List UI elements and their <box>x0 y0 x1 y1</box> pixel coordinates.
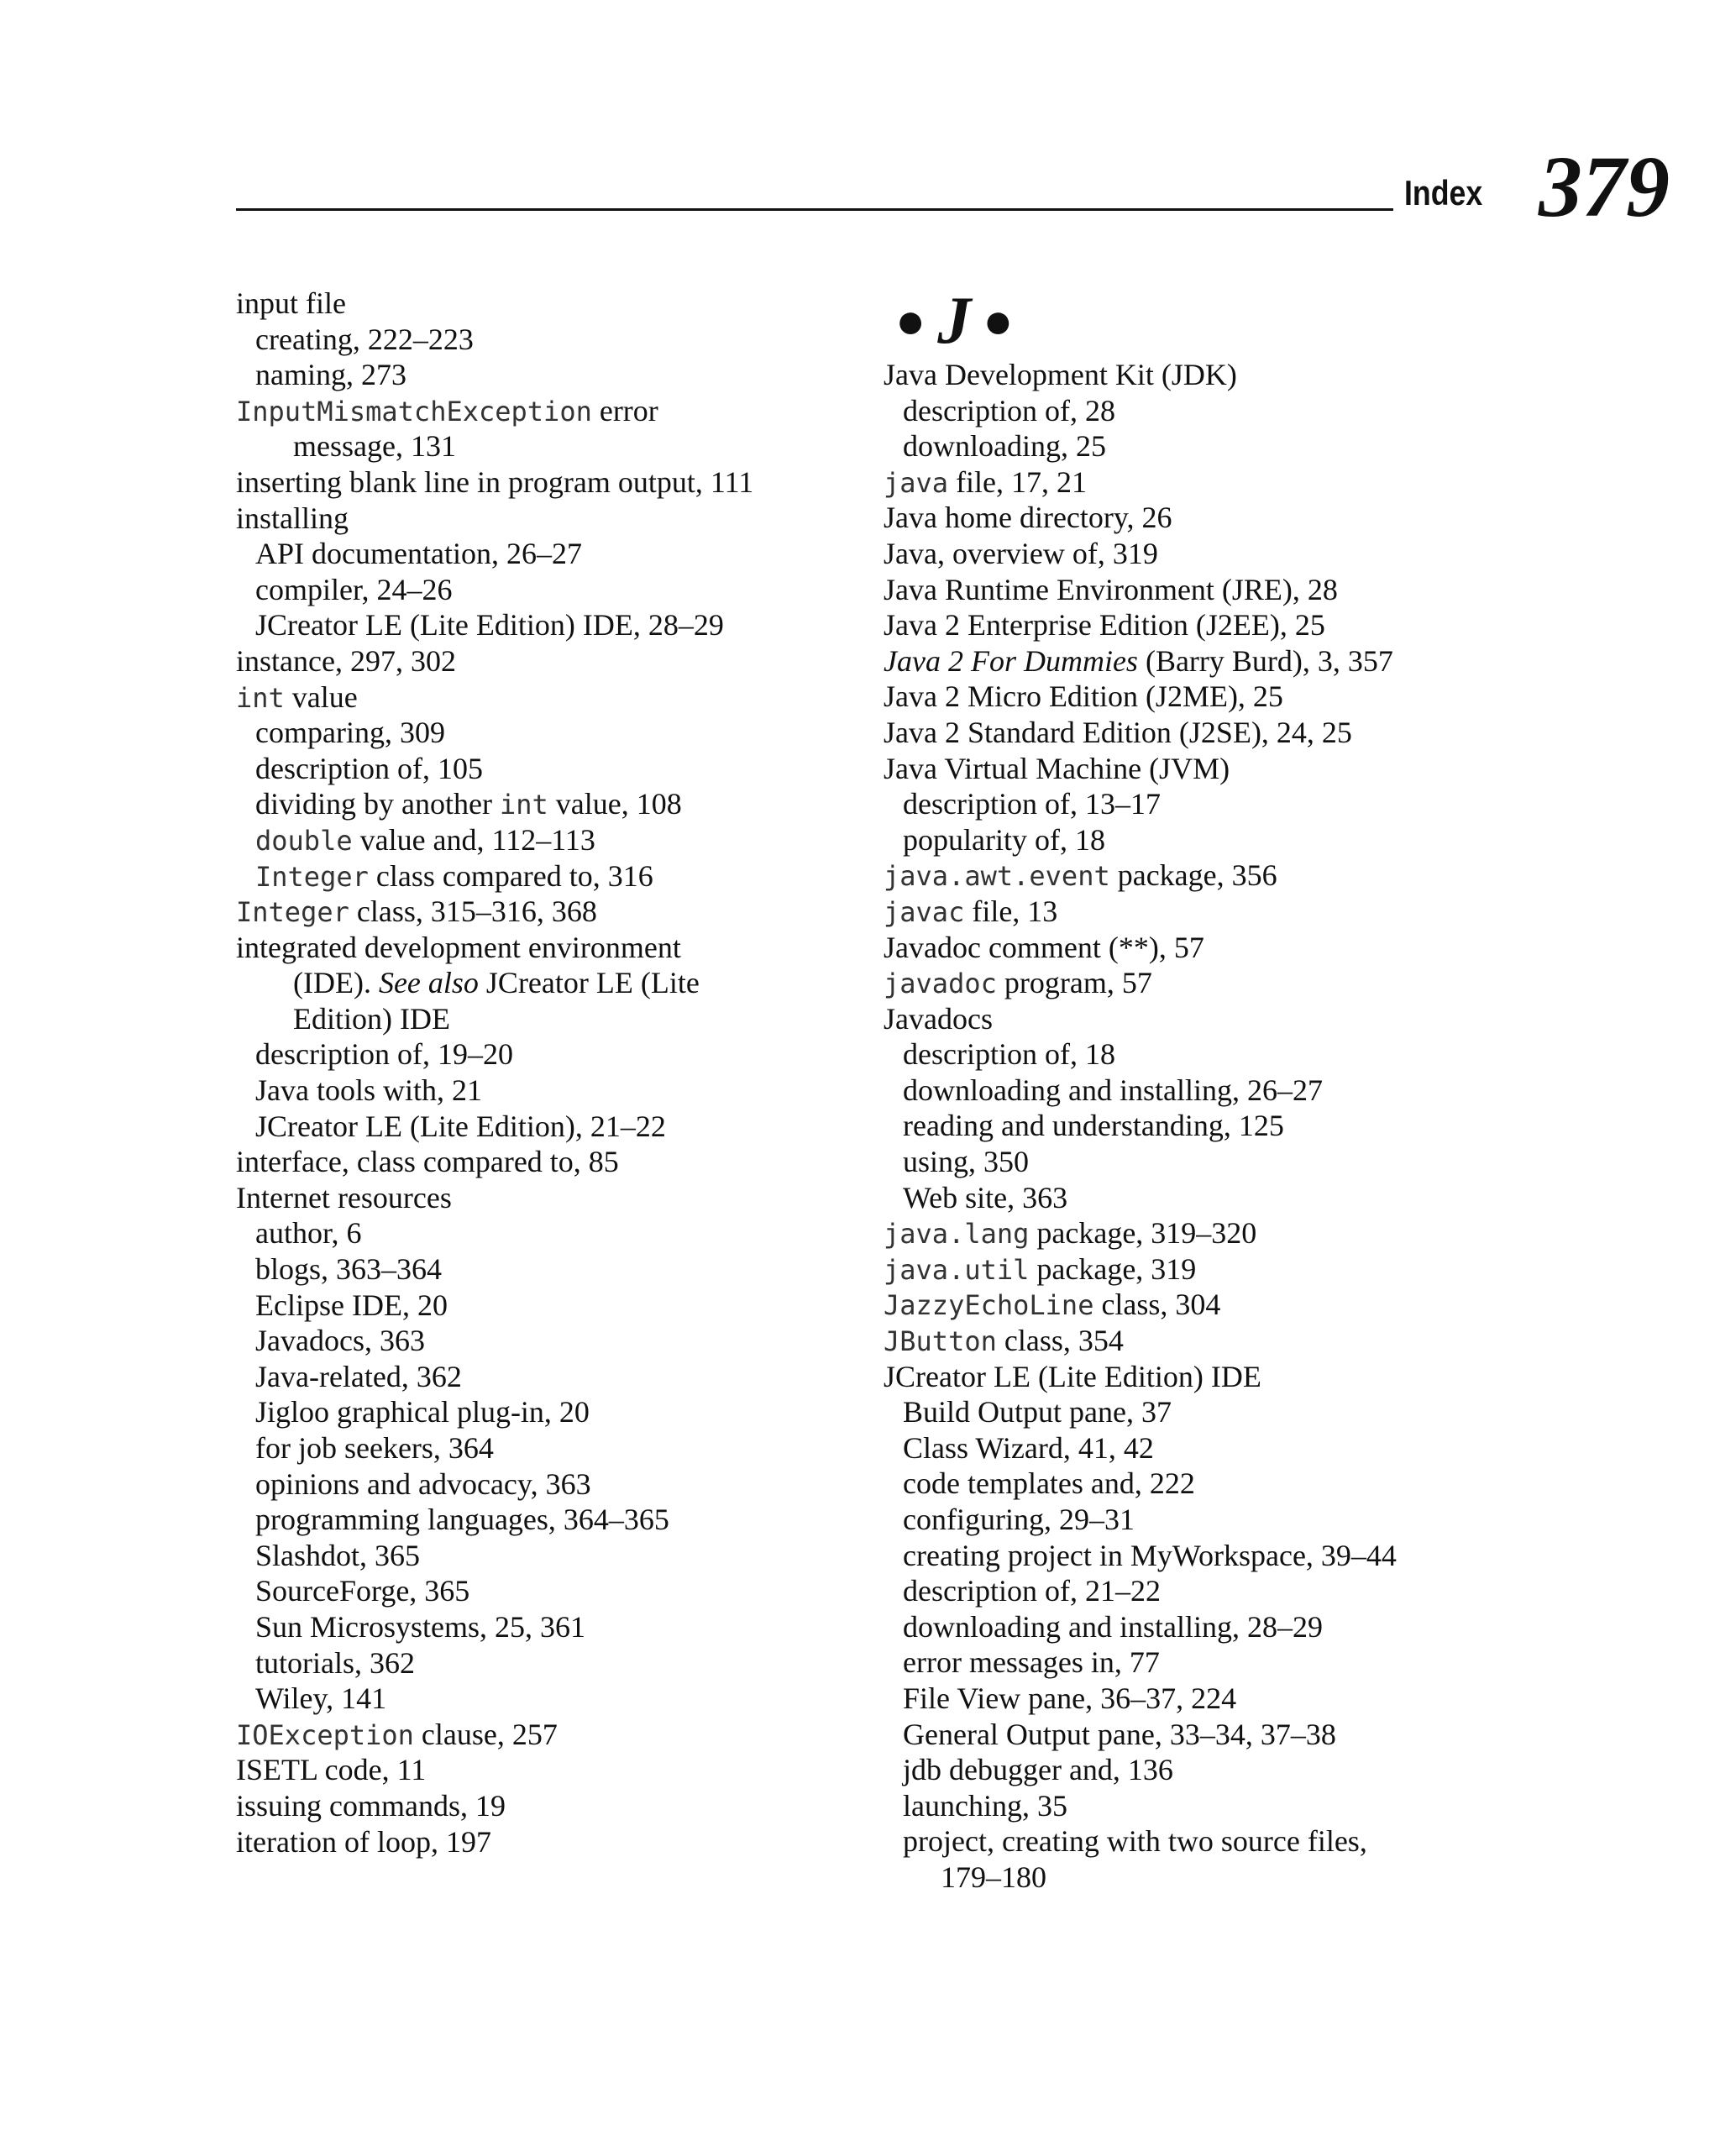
index-subentry <box>884 1609 1522 1645</box>
entry-text: package, 319–320 <box>1029 1216 1257 1251</box>
index-entry <box>236 679 874 716</box>
entry-text: Build Output pane, 37 <box>903 1395 1172 1429</box>
code-term: InputMismatchException <box>236 395 592 428</box>
index-entry <box>236 464 874 501</box>
entry-text: input file <box>236 286 346 320</box>
letter-heading-text: J <box>937 284 972 358</box>
entry-text: creating project in MyWorkspace, 39–44 <box>903 1538 1397 1572</box>
entry-text: downloading and installing, 28–29 <box>903 1609 1323 1644</box>
entry-text: Java Development Kit (JDK) <box>884 358 1237 391</box>
italic-text: Java 2 For Dummies <box>884 643 1138 678</box>
entry-text: file, 17, 21 <box>948 464 1088 499</box>
index-subentry <box>236 1538 874 1574</box>
index-subentry <box>236 1430 874 1466</box>
entry-text: message, 131 <box>293 429 456 464</box>
index-entry <box>884 1215 1522 1251</box>
entry-text: JCreator LE (Lite Edition), 21–22 <box>255 1109 666 1143</box>
code-term: javadoc <box>884 968 997 1000</box>
index-subentry <box>884 1036 1522 1073</box>
index-subentry <box>884 1538 1522 1574</box>
index-entry <box>236 1144 874 1180</box>
entry-text: Java home directory, 26 <box>884 501 1172 535</box>
entry-text: value <box>284 679 358 714</box>
entry-text: compiler, 24–26 <box>255 572 453 606</box>
index-subentry <box>884 1645 1522 1681</box>
index-entry <box>884 500 1522 536</box>
entry-text: description of, 28 <box>903 393 1115 428</box>
index-subentry <box>884 393 1522 429</box>
entry-text: description of, 105 <box>255 751 483 785</box>
code-term: Integer <box>236 896 349 929</box>
index-subentry <box>236 322 874 358</box>
index-entry <box>884 679 1522 715</box>
entry-text: description of, 19–20 <box>255 1037 513 1072</box>
index-subentry <box>884 1502 1522 1538</box>
index-entry <box>884 751 1522 787</box>
entry-text: class compared to, 316 <box>368 858 653 893</box>
index-subentry <box>236 715 874 751</box>
code-term: java.util <box>884 1253 1030 1286</box>
entry-text: 179–180 <box>941 1860 1046 1894</box>
entry-text: (IDE). <box>293 966 379 1000</box>
index-subentry <box>884 1108 1522 1144</box>
entry-text: Jigloo graphical plug-in, 20 <box>255 1395 590 1429</box>
entry-text: General Output pane, 33–34, 37–38 <box>903 1717 1336 1751</box>
entry-text: Java tools with, 21 <box>255 1073 482 1108</box>
entry-text: popularity of, 18 <box>903 822 1105 857</box>
entry-text: value and, 112–113 <box>352 822 595 857</box>
index-subentry <box>884 1430 1522 1466</box>
entry-text: installing <box>236 501 349 535</box>
index-subentry <box>236 1073 874 1109</box>
index-subentry <box>884 1144 1522 1180</box>
entry-text: code templates and, 222 <box>903 1466 1195 1501</box>
entry-text: Java 2 Micro Edition (J2ME), 25 <box>884 679 1283 714</box>
entry-text: downloading, 25 <box>903 429 1106 464</box>
index-column-right <box>884 286 1522 1896</box>
entry-text: Web site, 363 <box>903 1180 1068 1214</box>
entry-text: launching, 35 <box>903 1788 1067 1823</box>
entry-text: value, 108 <box>548 787 682 821</box>
index-entry <box>236 894 874 930</box>
index-subentry <box>236 1609 874 1645</box>
entry-text: issuing commands, 19 <box>236 1788 506 1823</box>
index-subentry <box>236 536 874 572</box>
index-entry <box>884 1323 1522 1359</box>
entry-text: class, 354 <box>996 1324 1124 1358</box>
entry-text: comparing, 309 <box>255 716 445 750</box>
code-term: int <box>236 681 285 714</box>
entry-text: Internet resources <box>236 1180 452 1214</box>
entry-text: Java-related, 362 <box>255 1359 462 1393</box>
index-subentry <box>884 1788 1522 1824</box>
index-subentry <box>884 1717 1522 1753</box>
index-subentry <box>884 1180 1522 1216</box>
index-entry <box>236 930 874 966</box>
index-column-left <box>236 286 874 1860</box>
entry-text: Java 2 Enterprise Edition (J2EE), 25 <box>884 608 1325 643</box>
bullet-icon: ● <box>895 293 926 349</box>
entry-text: blogs, 363–364 <box>255 1252 443 1287</box>
index-subentry <box>236 1215 874 1251</box>
index-subentry <box>236 1681 874 1717</box>
index-entry <box>236 1752 874 1788</box>
index-entry <box>236 501 874 537</box>
index-entry <box>236 1717 874 1753</box>
index-entry <box>236 1180 874 1216</box>
entry-text: clause, 257 <box>413 1717 558 1751</box>
entry-text: jdb debugger and, 136 <box>903 1753 1173 1787</box>
index-subentry <box>236 786 874 822</box>
entry-text: description of, 21–22 <box>903 1574 1161 1608</box>
index-entry <box>884 858 1522 894</box>
entry-text: programming languages, 364–365 <box>255 1503 669 1537</box>
running-header-section: Index <box>1404 173 1483 212</box>
index-subentry <box>236 1288 874 1324</box>
code-term: Integer <box>255 860 369 893</box>
index-subentry <box>236 1466 874 1503</box>
entry-text: iteration of loop, 197 <box>236 1824 491 1859</box>
entry-text: Java 2 Standard Edition (J2SE), 24, 25 <box>884 715 1352 749</box>
entry-text: instance, 297, 302 <box>236 643 456 678</box>
entry-text: reading and understanding, 125 <box>903 1109 1284 1143</box>
entry-text: tutorials, 362 <box>255 1645 415 1680</box>
italic-text: See also <box>378 966 479 1000</box>
letter-heading <box>884 286 1522 357</box>
entry-text: Javadocs <box>884 1001 993 1036</box>
index-entry <box>236 393 874 429</box>
index-subentry <box>236 1109 874 1145</box>
index-entry <box>884 464 1522 501</box>
entry-text: JCreator LE (Lite Edition) IDE, 28–29 <box>255 608 724 643</box>
index-entry <box>236 286 874 322</box>
code-term: JButton <box>884 1325 997 1358</box>
index-entry <box>884 1359 1522 1395</box>
entry-text: using, 350 <box>903 1145 1030 1179</box>
index-subentry <box>236 822 874 858</box>
index-entry <box>884 572 1522 608</box>
index-entry <box>884 930 1522 966</box>
index-entry-continuation <box>236 428 874 464</box>
index-entry <box>884 894 1522 930</box>
index-subentry <box>884 1394 1522 1430</box>
index-subentry <box>884 786 1522 822</box>
index-entry <box>884 715 1522 751</box>
index-subentry <box>884 1073 1522 1109</box>
entry-text: API documentation, 26–27 <box>255 537 582 571</box>
entry-text: error messages in, 77 <box>903 1645 1160 1680</box>
header-rule <box>236 208 1393 211</box>
entry-text: class, 315–316, 368 <box>349 894 597 929</box>
code-term: java.awt.event <box>884 860 1110 893</box>
index-subentry <box>236 1394 874 1430</box>
entry-text: creating, 222–223 <box>255 322 474 356</box>
entry-text: dividing by another <box>255 787 500 821</box>
index-subentry <box>236 1573 874 1609</box>
index-entry <box>884 643 1522 679</box>
entry-text: Java Virtual Machine (JVM) <box>884 751 1230 785</box>
index-entry <box>236 643 874 679</box>
index-subentry <box>884 1466 1522 1502</box>
index-entry-continuation <box>236 965 874 1001</box>
entry-text: Sun Microsystems, 25, 361 <box>255 1609 586 1644</box>
index-subentry <box>884 822 1522 858</box>
index-subentry <box>884 1752 1522 1788</box>
index-entry <box>884 965 1522 1001</box>
index-subentry <box>236 357 874 393</box>
entry-text: (Barry Burd), 3, 357 <box>1137 643 1393 678</box>
entry-text: Eclipse IDE, 20 <box>255 1288 448 1322</box>
index-subentry <box>236 572 874 608</box>
index-subentry <box>884 1823 1522 1860</box>
index-subentry <box>236 607 874 643</box>
entry-text: file, 13 <box>964 894 1058 928</box>
index-subentry <box>884 428 1522 464</box>
index-entry <box>884 536 1522 572</box>
entry-text: Javadocs, 363 <box>255 1324 425 1358</box>
index-entry <box>236 1824 874 1860</box>
entry-text: File View pane, 36–37, 224 <box>903 1681 1237 1715</box>
index-entry <box>884 357 1522 393</box>
entry-text: for job seekers, 364 <box>255 1431 494 1465</box>
code-term: double <box>255 824 353 857</box>
entry-text: SourceForge, 365 <box>255 1574 470 1608</box>
entry-text: JCreator LE (Lite <box>478 966 700 1000</box>
entry-text: Wiley, 141 <box>255 1681 387 1716</box>
bullet-icon: ● <box>983 293 1014 349</box>
index-entry <box>884 1001 1522 1037</box>
index-subentry <box>236 1502 874 1538</box>
entry-text: package, 319 <box>1029 1251 1197 1286</box>
entry-text: ISETL code, 11 <box>236 1753 427 1787</box>
index-entry <box>884 1287 1522 1323</box>
entry-text: JCreator LE (Lite Edition) IDE <box>884 1359 1261 1393</box>
entry-text: Class Wizard, 41, 42 <box>903 1430 1154 1465</box>
entry-text: downloading and installing, 26–27 <box>903 1073 1323 1107</box>
index-entry-continuation <box>236 1001 874 1037</box>
index-subentry <box>236 1036 874 1073</box>
index-entry <box>236 1788 874 1824</box>
entry-text: class, 304 <box>1093 1288 1221 1322</box>
index-entries-right <box>884 357 1522 1896</box>
code-term: java.lang <box>884 1218 1030 1251</box>
entry-text: description of, 18 <box>903 1037 1115 1072</box>
entry-text: interface, class compared to, 85 <box>236 1145 619 1179</box>
entry-text: program, 57 <box>996 966 1152 1000</box>
entry-text: package, 356 <box>1109 858 1277 893</box>
code-term: java <box>884 466 949 499</box>
entry-text: description of, 13–17 <box>903 787 1161 821</box>
code-term: javac <box>884 895 965 928</box>
index-subentry <box>884 1573 1522 1609</box>
entry-text: author, 6 <box>255 1216 362 1251</box>
index-subentry <box>236 1251 874 1288</box>
index-subentry <box>236 751 874 787</box>
entry-text: Java Runtime Environment (JRE), 28 <box>884 572 1338 606</box>
entry-text: error <box>591 393 658 428</box>
index-entry <box>884 1251 1522 1288</box>
index-entry <box>884 607 1522 643</box>
code-term: IOException <box>236 1718 414 1751</box>
entry-text: Edition) IDE <box>293 1001 450 1036</box>
index-subentry <box>236 858 874 894</box>
page-number: 379 <box>1539 139 1670 235</box>
entry-text: project, creating with two source files, <box>903 1824 1367 1859</box>
entry-text: opinions and advocacy, 363 <box>255 1466 591 1501</box>
index-subentry <box>884 1681 1522 1717</box>
entry-text: Javadoc comment (**), 57 <box>884 930 1204 964</box>
code-term: JazzyEchoLine <box>884 1289 1094 1322</box>
index-subentry <box>236 1645 874 1681</box>
entry-text: Java, overview of, 319 <box>884 536 1158 570</box>
index-subentry <box>236 1359 874 1395</box>
entry-text: naming, 273 <box>255 358 406 392</box>
entry-text: inserting blank line in program output, 111 <box>236 464 754 499</box>
entry-text: configuring, 29–31 <box>903 1503 1135 1536</box>
index-entry-continuation <box>884 1860 1522 1896</box>
entry-text: integrated development environment <box>236 930 681 964</box>
index-subentry <box>236 1323 874 1359</box>
entry-text: Slashdot, 365 <box>255 1538 421 1572</box>
code-term: int <box>499 789 548 821</box>
